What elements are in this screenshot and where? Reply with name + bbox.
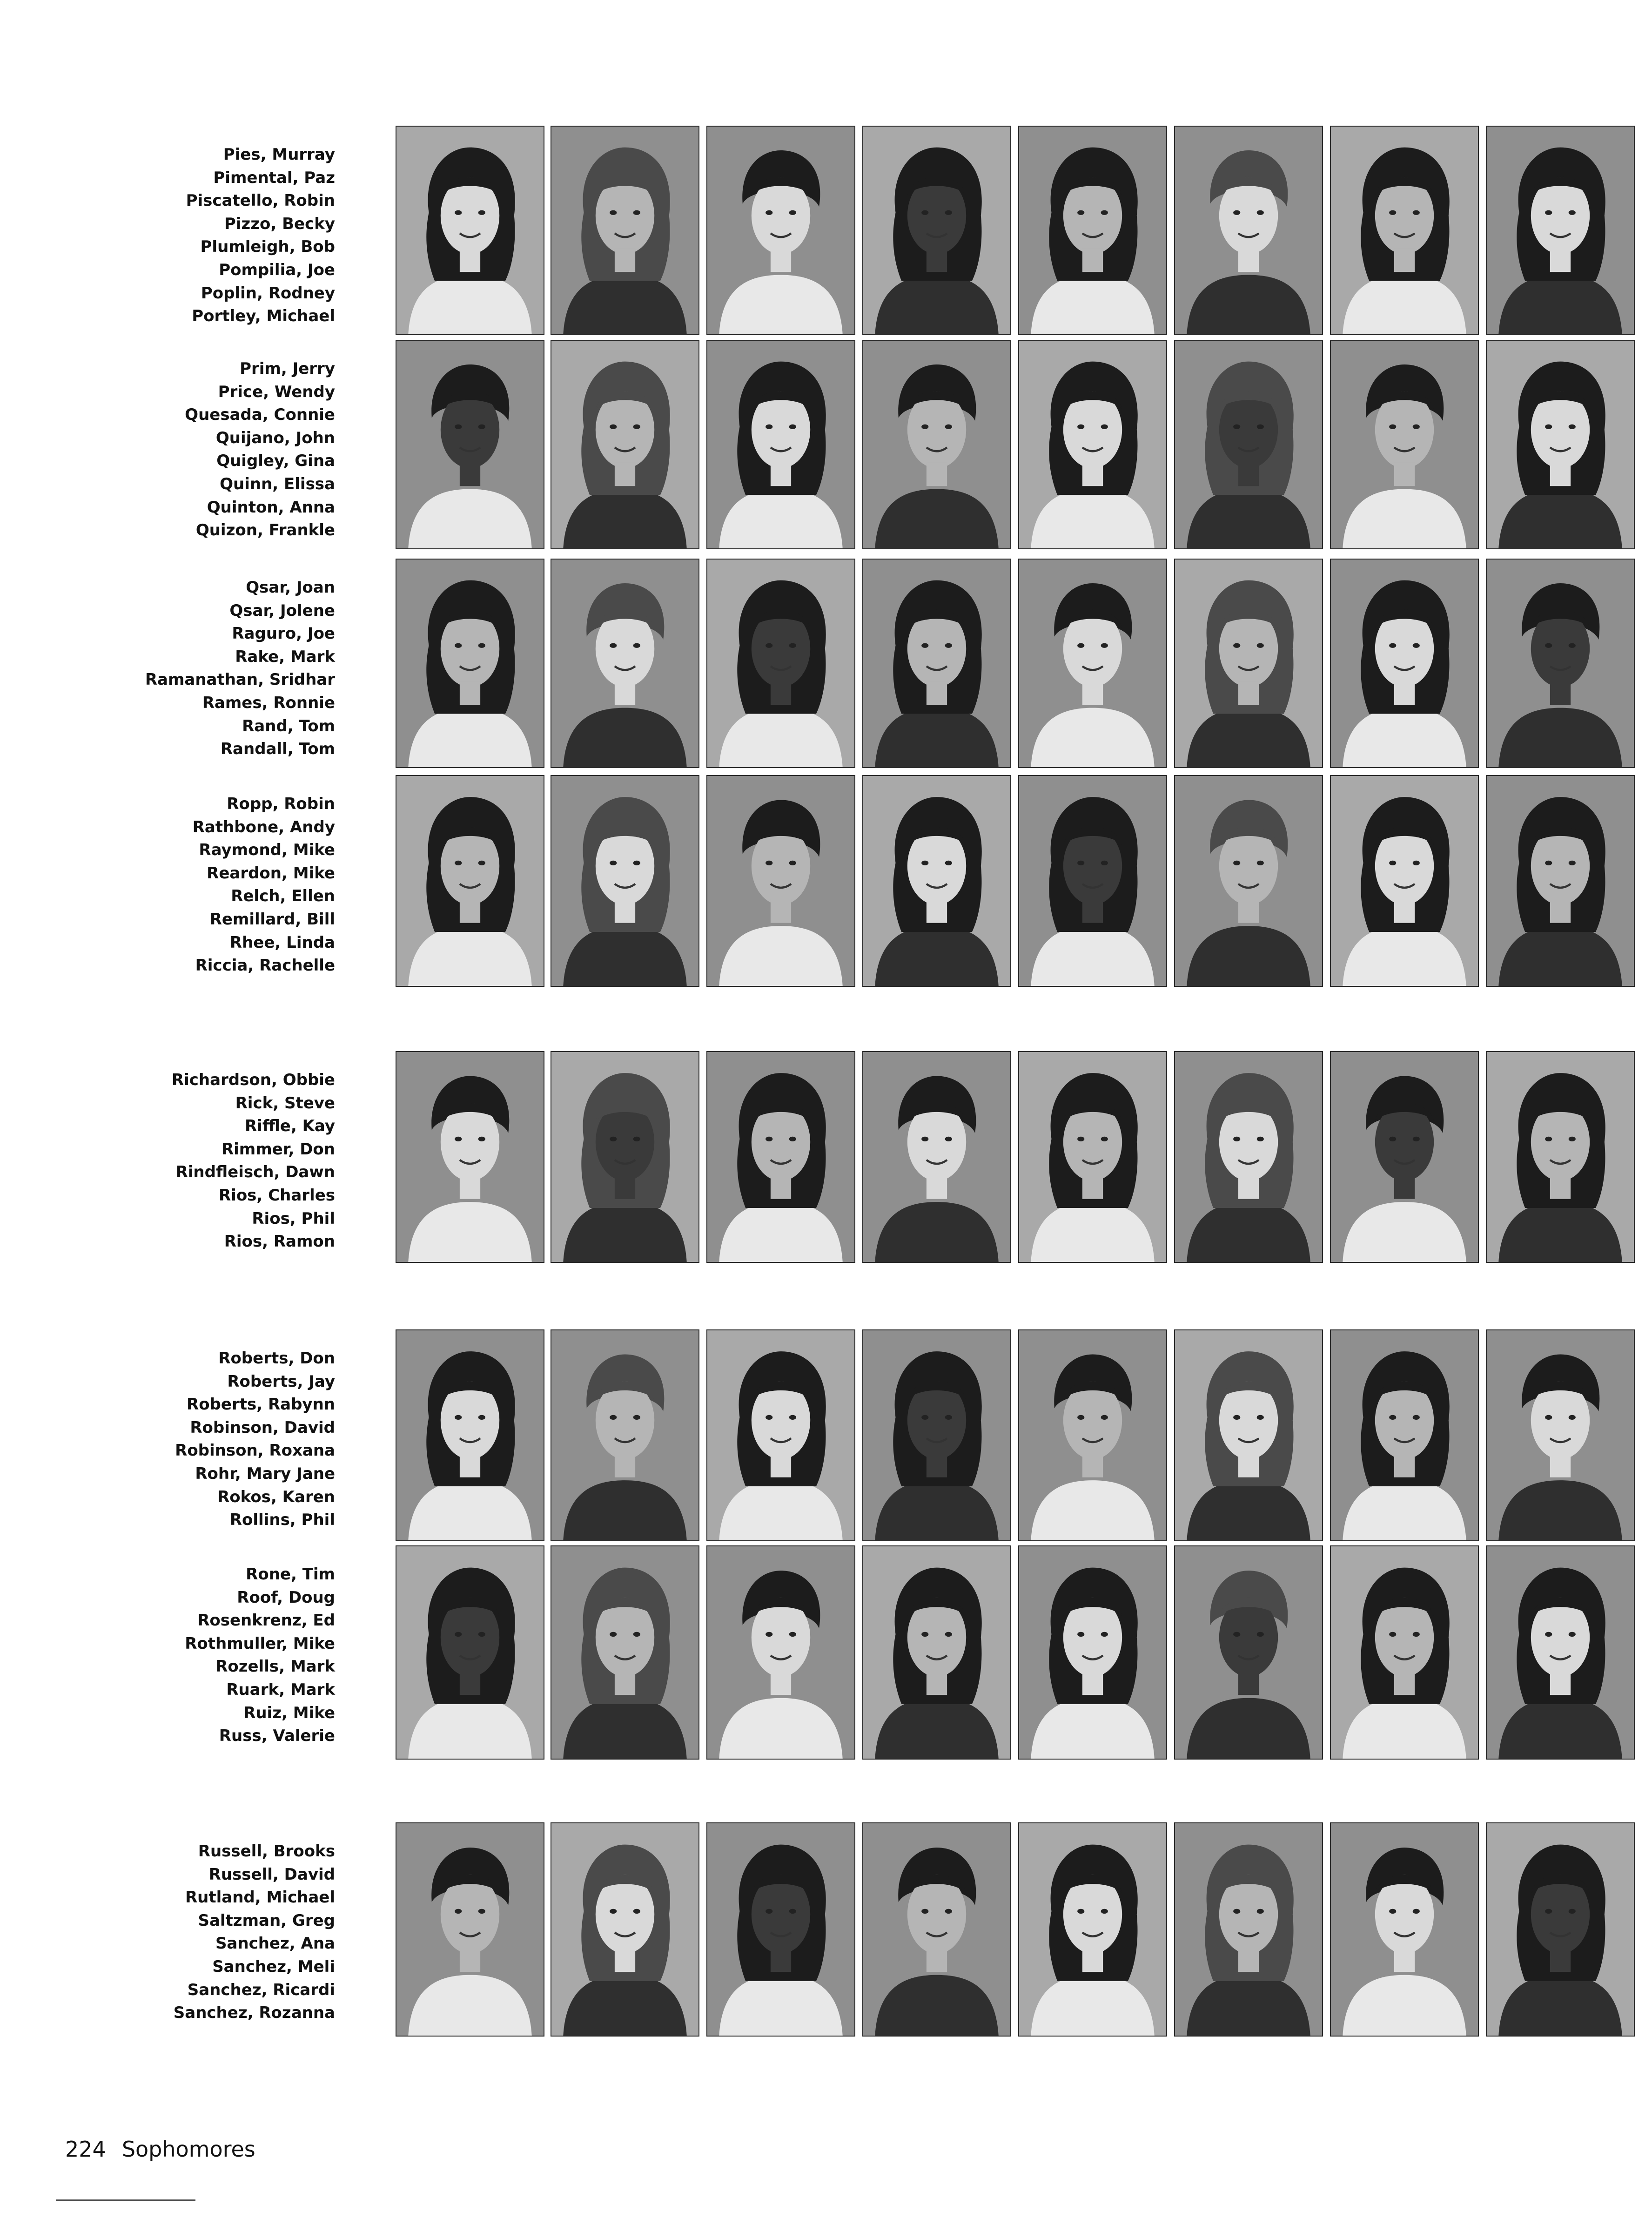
student-portrait: [862, 1051, 1011, 1263]
name-list: [175, 1347, 335, 1532]
student-name: Ruark, Mark: [226, 1680, 335, 1699]
student-name: Rick, Steve: [235, 1093, 335, 1113]
student-portrait: [551, 775, 699, 987]
student-name: Riffle, Kay: [244, 1117, 335, 1136]
student-name: Raymond, Mike: [199, 841, 335, 860]
student-name: Rokos, Karen: [217, 1487, 335, 1506]
student-name: Rohr, Mary Jane: [195, 1464, 335, 1483]
student-portrait: [1486, 126, 1635, 335]
student-name: Randall, Tom: [220, 740, 335, 759]
student-portrait: [1330, 1545, 1479, 1760]
student-name: Reardon, Mike: [207, 863, 335, 883]
student-portrait: [706, 1822, 855, 2037]
section-title: Sophomores: [121, 2137, 255, 2162]
student-name: Raguro, Joe: [232, 624, 335, 643]
student-name: Piscatello, Robin: [186, 191, 335, 210]
student-name: Rios, Phil: [252, 1209, 335, 1228]
student-name: Remillard, Bill: [209, 910, 335, 929]
student-portrait: [396, 1051, 544, 1263]
student-portrait: [862, 559, 1011, 768]
student-name: Pizzo, Becky: [224, 214, 335, 233]
student-portrait: [1018, 1545, 1167, 1760]
student-name: Sanchez, Meli: [212, 1957, 335, 1976]
student-portrait: [1018, 1822, 1167, 2037]
student-name: Rosenkrenz, Ed: [197, 1611, 335, 1630]
student-name: Qsar, Jolene: [229, 601, 335, 620]
student-name: Rathbone, Andy: [192, 817, 335, 836]
student-name: Portley, Michael: [192, 307, 335, 326]
student-portrait: [396, 559, 544, 768]
student-portrait: [706, 340, 855, 549]
student-portrait: [1330, 126, 1479, 335]
student-name: Relch, Ellen: [231, 887, 335, 906]
student-portrait: [1330, 559, 1479, 768]
student-name: Quinn, Elissa: [220, 474, 335, 493]
student-name: Saltzman, Greg: [198, 1911, 335, 1930]
student-portrait: [551, 1051, 699, 1263]
student-portrait: [706, 559, 855, 768]
student-portrait: [396, 340, 544, 549]
student-portrait: [1018, 126, 1167, 335]
student-portrait: [862, 1545, 1011, 1760]
student-portrait: [551, 1329, 699, 1541]
name-list: [174, 1840, 335, 2025]
student-portrait: [396, 126, 544, 335]
student-portrait: [706, 1051, 855, 1263]
student-name: Pimental, Paz: [213, 168, 335, 187]
student-portrait: [1486, 1051, 1635, 1263]
student-name: Rothmuller, Mike: [185, 1634, 335, 1653]
student-name: Sanchez, Ricardi: [187, 1980, 335, 1999]
student-name: Poplin, Rodney: [201, 283, 335, 303]
student-name: Robinson, Roxana: [175, 1441, 335, 1460]
student-name: Pies, Murray: [223, 145, 335, 164]
student-name: Rimmer, Don: [221, 1140, 335, 1159]
student-portrait: [1174, 559, 1323, 768]
student-portrait: [1486, 559, 1635, 768]
student-portrait: [1174, 126, 1323, 335]
student-portrait: [1174, 1329, 1323, 1541]
student-portrait: [396, 1822, 544, 2037]
student-portrait: [1018, 340, 1167, 549]
student-portrait: [396, 1545, 544, 1760]
student-portrait: [1018, 559, 1167, 768]
student-name: Sanchez, Rozanna: [173, 2003, 335, 2023]
student-portrait: [1486, 775, 1635, 987]
student-portrait: [1174, 775, 1323, 987]
student-portrait: [551, 126, 699, 335]
student-name: Rand, Tom: [242, 716, 335, 735]
student-name: Ramanathan, Sridhar: [145, 670, 335, 689]
student-portrait: [862, 1822, 1011, 2037]
student-portrait: [862, 775, 1011, 987]
student-portrait: [1330, 340, 1479, 549]
student-name: Quesada, Connie: [185, 405, 335, 425]
student-portrait: [551, 1822, 699, 2037]
student-name: Price, Wendy: [218, 382, 335, 401]
student-name: Rollins, Phil: [229, 1511, 335, 1530]
student-name: Russell, David: [208, 1865, 335, 1884]
page-number: 224: [65, 2137, 106, 2162]
student-portrait: [1330, 1051, 1479, 1263]
student-portrait: [1330, 1822, 1479, 2037]
student-portrait: [706, 126, 855, 335]
student-portrait: [862, 1329, 1011, 1541]
student-portrait: [706, 775, 855, 987]
student-name: Rutland, Michael: [185, 1888, 335, 1907]
student-name: Ropp, Robin: [227, 795, 335, 813]
name-list: [145, 576, 335, 761]
student-portrait: [1018, 775, 1167, 987]
name-list: [186, 143, 335, 328]
student-name: Riccia, Rachelle: [195, 956, 335, 975]
student-name: Rindfleisch, Dawn: [175, 1163, 335, 1182]
student-portrait: [1330, 1329, 1479, 1541]
student-name: Richardson, Obbie: [171, 1071, 335, 1089]
student-name: Ruiz, Mike: [243, 1703, 335, 1722]
footer-rule: [56, 2199, 195, 2201]
student-name: Pompilia, Joe: [219, 260, 335, 279]
student-name: Rios, Charles: [218, 1186, 335, 1205]
student-name: Rames, Ronnie: [202, 693, 335, 712]
student-portrait: [1486, 1329, 1635, 1541]
student-name: Quigley, Gina: [216, 452, 335, 471]
student-portrait: [1486, 1822, 1635, 2037]
page-footer: [65, 2137, 255, 2162]
student-name: Rios, Ramon: [224, 1232, 335, 1251]
student-name: Russell, Brooks: [198, 1842, 335, 1861]
student-portrait: [551, 559, 699, 768]
student-portrait: [551, 340, 699, 549]
name-list: [185, 1563, 335, 1748]
name-list: [172, 1069, 335, 1254]
student-name: Plumleigh, Bob: [200, 237, 335, 256]
student-portrait: [706, 1329, 855, 1541]
student-portrait: [551, 1545, 699, 1760]
student-name: Rhee, Linda: [229, 933, 335, 952]
student-portrait: [1330, 775, 1479, 987]
student-name: Rone, Tim: [246, 1565, 335, 1584]
name-list: [193, 793, 335, 978]
student-portrait: [1486, 1545, 1635, 1760]
student-portrait: [1174, 340, 1323, 549]
student-name: Prim, Jerry: [240, 359, 335, 378]
student-name: Rake, Mark: [235, 647, 335, 666]
student-portrait: [1018, 1329, 1167, 1541]
student-name: Roberts, Don: [218, 1349, 335, 1368]
student-portrait: [706, 1545, 855, 1760]
student-name: Roof, Doug: [237, 1588, 335, 1607]
student-name: Quizon, Frankle: [195, 521, 335, 540]
student-name: Sanchez, Ana: [215, 1934, 335, 1953]
student-name: Quijano, John: [215, 428, 335, 447]
student-name: Roberts, Rabynn: [187, 1395, 335, 1414]
student-portrait: [862, 340, 1011, 549]
student-portrait: [1174, 1822, 1323, 2037]
student-portrait: [862, 126, 1011, 335]
student-portrait: [1018, 1051, 1167, 1263]
name-list: [185, 357, 335, 542]
student-name: Quinton, Anna: [207, 498, 335, 517]
student-portrait: [1174, 1051, 1323, 1263]
student-portrait: [1486, 340, 1635, 549]
student-portrait: [396, 1329, 544, 1541]
student-portrait: [1174, 1545, 1323, 1760]
student-name: Russ, Valerie: [219, 1727, 335, 1746]
student-name: Roberts, Jay: [227, 1372, 335, 1391]
student-name: Rozells, Mark: [215, 1657, 335, 1676]
student-portrait: [396, 775, 544, 987]
student-name: Qsar, Joan: [246, 578, 335, 597]
student-name: Robinson, David: [190, 1418, 335, 1437]
